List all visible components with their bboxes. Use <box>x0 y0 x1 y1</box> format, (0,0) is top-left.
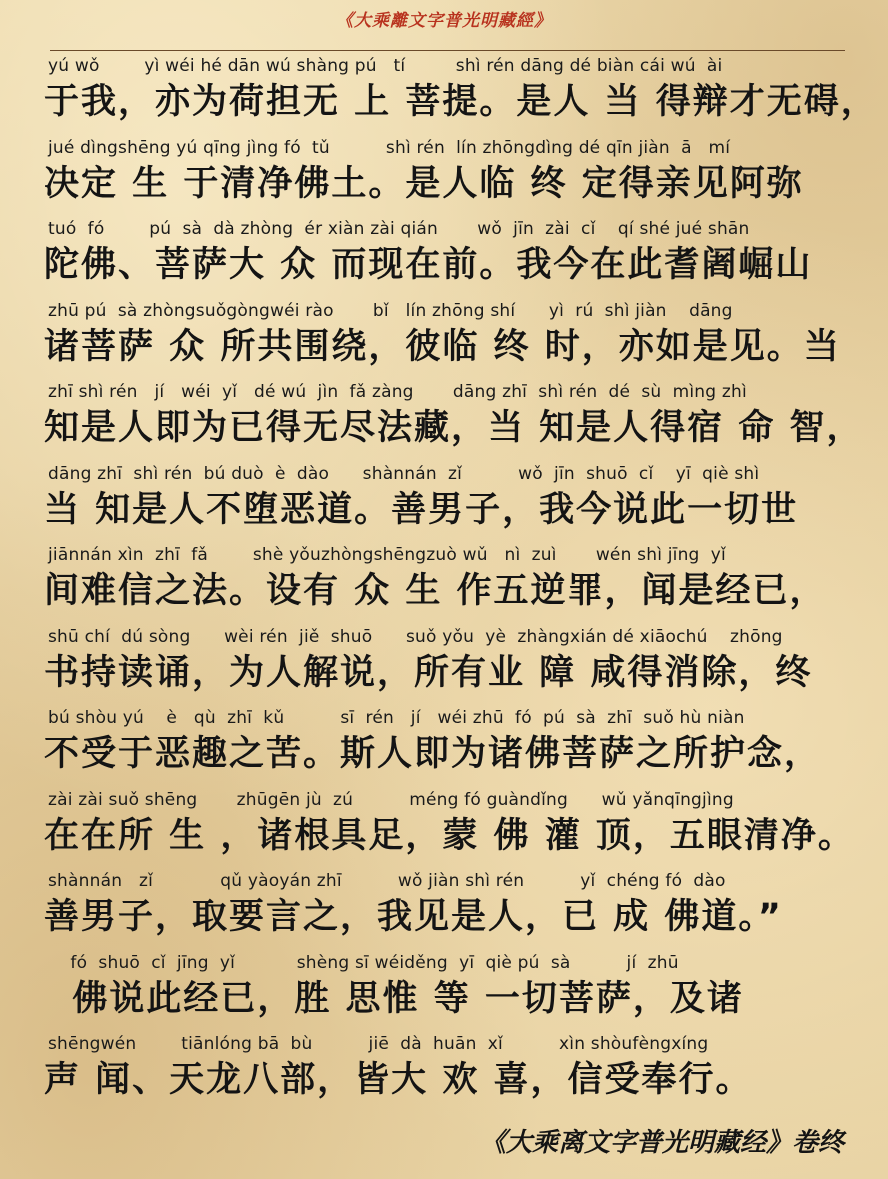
header-divider <box>50 50 845 51</box>
chinese-text-line: 知是人即为已得无尽法藏，当 知是人得宿 命 智， <box>44 408 864 448</box>
scripture-line <box>0 301 888 383</box>
chinese-text-line: 决定 生 于清净佛土。是人临 终 定得亲见阿弥 <box>44 163 804 204</box>
scripture-line <box>0 708 888 790</box>
scripture-line <box>0 464 888 546</box>
scripture-line <box>0 1034 888 1116</box>
pinyin-annotation: yú wǒ yì wéi hé dān wú shàng pú tí shì rén dāng dé biàn cái wú ài <box>48 56 723 76</box>
scripture-line <box>0 382 888 464</box>
chinese-text-line: 于我，亦为荷担无 上 菩提。是人 当 得辩才无碍， <box>44 82 878 122</box>
scripture-line <box>0 219 888 301</box>
chinese-text-line: 在在所 生 ，诸根具足，蒙 佛 灌 顶，五眼清净。 <box>44 815 855 856</box>
scripture-line <box>0 953 888 1035</box>
scripture-line <box>0 871 888 953</box>
chinese-text-line: 不受于恶趣之苦。斯人即为诸佛菩萨之所护念， <box>44 734 822 774</box>
chinese-text-line: 陀佛、菩萨大 众 而现在前。我今在此耆阇崛山 <box>44 245 813 285</box>
pinyin-annotation: zài zài suǒ shēng zhūgēn jù zú méng fó guàndǐng wǔ yǎnqīngjìng <box>48 789 734 810</box>
page-header-title: 《大乘離文字普光明藏經》 <box>336 11 552 31</box>
pinyin-annotation: shànnán zǐ qǔ yàoyán zhī wǒ jiàn shì rén yǐ chéng fó dào <box>48 871 726 891</box>
chinese-text-line: 佛说此经已，胜 思惟 等 一切菩萨，及诸 <box>44 978 744 1019</box>
pinyin-annotation: jué dìngshēng yú qīng jìng fó tǔ shì rén lín zhōngdìng dé qīn jiàn ā mí <box>48 137 731 158</box>
scripture-line <box>0 790 888 872</box>
chinese-text-line: 声 闻、天龙八部，皆大 欢 喜，信受奉行。 <box>44 1060 753 1100</box>
pinyin-annotation: zhū pú sà zhòngsuǒgòngwéi rào bǐ lín zhōng shí yì rú shì jiàn dāng <box>48 300 733 321</box>
pinyin-annotation: bú shòu yú è qù zhī kǔ sī rén jí wéi zhū fó pú sà zhī suǒ hù niàn <box>48 708 745 728</box>
pinyin-annotation: dāng zhī shì rén bú duò è dào shànnán zǐ wǒ jīn shuō cǐ yī qiè shì <box>48 463 760 484</box>
chinese-text-line: 诸菩萨 众 所共围绕，彼临 终 时，亦如是见。当 <box>44 326 841 367</box>
pinyin-annotation: shēngwén tiānlóng bā bù jiē dà huān xǐ xìn shòufèngxíng <box>48 1034 709 1054</box>
scripture-line <box>0 138 888 220</box>
scripture-text-body <box>0 56 888 1116</box>
scripture-line <box>0 56 888 138</box>
scripture-line <box>0 627 888 709</box>
pinyin-annotation: zhī shì rén jí wéi yǐ dé wú jìn fǎ zàng dāng zhī shì rén dé sù mìng zhì <box>48 382 747 402</box>
pinyin-annotation: fó shuō cǐ jīng yǐ shèng sī wéiděng yī qiè pú sà jí zhū <box>48 952 679 973</box>
chinese-text-line: 书持读诵，为人解说，所有业 障 咸得消除，终 <box>44 652 813 693</box>
scripture-line <box>0 545 888 627</box>
pinyin-annotation: jiānnán xìn zhī fǎ shè yǒuzhòngshēngzuò wǔ nì zuì wén shì jīng yǐ <box>48 545 726 565</box>
chinese-text-line: 当 知是人不堕恶道。善男子，我今说此一切世 <box>44 489 799 530</box>
chinese-text-line: 善男子，取要言之，我见是人，已 成 佛道。” <box>44 897 783 937</box>
pinyin-annotation: shū chí dú sòng wèi rén jiě shuō suǒ yǒu yè zhàngxián dé xiāochú zhōng <box>48 626 783 647</box>
volume-end-title: 《大乘离文字普光明藏经》卷终 <box>479 1128 844 1158</box>
pinyin-annotation: tuó fó pú sà dà zhòng ér xiàn zài qián wǒ jīn zài cǐ qí shé jué shān <box>48 219 750 239</box>
chinese-text-line: 间难信之法。设有 众 生 作五逆罪，闻是经已， <box>44 571 827 611</box>
